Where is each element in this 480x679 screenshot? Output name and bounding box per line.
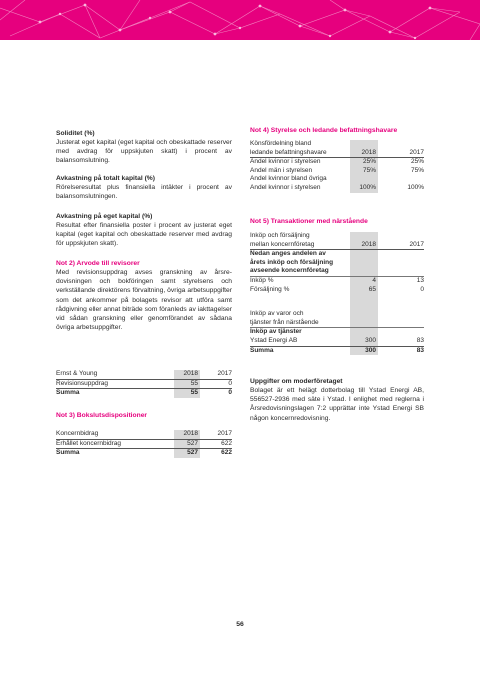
table-cell-2017: 75% (410, 166, 424, 174)
table-cell-2017: 0 (228, 379, 232, 387)
table-subheader-row (250, 267, 424, 276)
table-header-line1: Inköp och försäljning (250, 232, 310, 239)
not5-table-wrap (250, 232, 424, 355)
table-sum-label: Summa (56, 389, 174, 398)
table-row (250, 184, 424, 193)
table-row (56, 379, 232, 389)
not4-table (250, 140, 424, 193)
table-cell-2017: 83 (416, 336, 424, 344)
not2-section (56, 259, 232, 332)
table-sum-2018: 55 (174, 389, 200, 398)
table-header-row (250, 232, 424, 241)
avkastning-eget-heading: Avkastning på eget kapital (%) (56, 213, 153, 220)
not5-heading-wrap (250, 217, 424, 226)
table-cell-2018: 527 (174, 439, 200, 449)
table-row (250, 158, 424, 167)
table-cell-2017 (378, 175, 424, 184)
table-row (56, 439, 232, 449)
table-header-label: Koncernbidrag (56, 430, 174, 439)
moderforetag-heading: Uppgifter om moderföretaget (250, 378, 343, 385)
header-banner (0, 0, 480, 40)
not3-heading: Not 3) Bokslutsdispositioner (56, 412, 148, 419)
table-cell-2018: 100% (350, 184, 378, 193)
not2-heading: Not 2) Arvode till revisorer (56, 260, 140, 267)
table-cell-2018: 25% (350, 158, 378, 167)
table-sum-2017: 0 (200, 389, 232, 398)
table-row (250, 337, 424, 346)
table-cell-label: Andel kvinnor i styrelsen (250, 158, 321, 166)
moderforetag-section (250, 377, 424, 423)
not2-text: Med revisionsuppdrag avses granskning av årsredovisningen och bokföringen samt styrelsens och verkställande direktörens förvaltning, övriga arbetsuppgifter som det ankommer på bolagets revisor att utföra samt rådgivning eller annat biträde som föranleds av iakttagelser vid sådan granskning eller genomförandet av sådana övriga arbetsuppgifter. (56, 269, 232, 332)
table-cell-label: Andel kvinnor i styrelsen (250, 183, 321, 191)
koncernbidrag-table-wrap (56, 430, 232, 458)
table-header-row (250, 140, 424, 149)
table-subheader-line2: årets inköp och försäljning (250, 258, 334, 266)
table-header-2018: 2018 (174, 370, 200, 379)
table-subheader-line3: avseende koncernföretag (250, 267, 350, 276)
table-subheader-row (250, 250, 424, 259)
table-row (250, 175, 424, 184)
avkastning-totalt-text: Rörelseresultat plus finansiella intäkter i procent av balansomslutningen. (56, 184, 232, 201)
table-cell-2017: 13 (416, 276, 424, 284)
table-subheader-row (250, 328, 424, 337)
table-cell-label: Ystad Energi AB (250, 336, 298, 344)
table-sum-label: Summa (56, 449, 174, 458)
table-section-line2: tjänster från närstående (250, 319, 350, 328)
table-section-row (250, 310, 424, 319)
table-sum-2017: 83 (378, 346, 424, 355)
table-sum-row (56, 389, 232, 398)
table-header-label: Ernst & Young (56, 370, 174, 379)
table-sum-row (250, 346, 424, 355)
table-cell-2018: 75% (350, 167, 378, 176)
table-header-2018: 2018 (350, 241, 378, 250)
table-sum-2018: 527 (174, 449, 200, 458)
table-header-2018: 2018 (350, 149, 378, 158)
ernst-young-table-wrap (56, 370, 232, 398)
avkastning-totalt-heading: Avkastning på totalt kapital (%) (56, 175, 155, 182)
table-cell-2018: 65 (350, 286, 378, 295)
not4-table-wrap (250, 140, 424, 193)
not4-heading: Not 4) Styrelse och ledande befattningshavare (250, 127, 398, 134)
ernst-young-table (56, 370, 232, 398)
table-header-2017: 2017 (200, 430, 232, 439)
table-cell-label: Andel kvinnor bland övriga (250, 175, 327, 183)
table-sum-row (56, 449, 232, 458)
avkastning-totalt-section (56, 174, 232, 201)
table-header-2017: 2017 (200, 370, 232, 379)
table-subheader-row (250, 259, 424, 268)
table-cell-2018 (350, 175, 378, 184)
table-cell-label: Inköp % (250, 276, 274, 284)
not3-heading-wrap (56, 411, 232, 420)
table-row (250, 167, 424, 176)
table-cell-2018: 300 (350, 337, 378, 346)
table-sum-label: Summa (250, 346, 350, 355)
network-pattern-graphic (0, 0, 480, 40)
table-header-line2: ledande befattningshavare (250, 149, 350, 158)
table-cell-2017: 622 (221, 439, 232, 447)
table-header-row (250, 241, 424, 250)
table-header-2017: 2017 (378, 149, 424, 158)
not5-table (250, 232, 424, 355)
table-header-line2: mellan koncernföretag (250, 241, 350, 250)
table-cell-label: Revisionsuppdrag (56, 379, 109, 387)
avkastning-eget-section (56, 212, 232, 249)
table-header-row (56, 370, 232, 379)
table-cell-label: Försäljning % (250, 285, 290, 293)
table-header-2017: 2017 (378, 241, 424, 250)
table-header-row (56, 430, 232, 439)
table-sum-2018: 300 (350, 346, 378, 355)
page-number: 56 (236, 621, 244, 628)
not4-heading-wrap (250, 126, 424, 135)
table-section-sub: Inköp av tjänster (250, 328, 302, 336)
table-cell-2017: 25% (410, 158, 424, 166)
soliditet-section (56, 129, 232, 166)
table-cell-label: Andel män i styrelsen (250, 166, 313, 174)
table-section-line1: Inköp av varor och (250, 310, 304, 318)
moderforetag-text: Bolaget är ett helägt dotterbolag till Ystad Energi AB, 556527-2936 med säte i Ystad. I enlighet med reglerna i Årsredovisningslagen 7:2 upprättar inte Ystad Energi SB någon koncernredovisning. (250, 387, 424, 422)
table-header-2018: 2018 (174, 430, 200, 439)
table-row (250, 286, 424, 295)
avkastning-eget-text: Resultat efter finansiella poster i procent av justerat eget kapital (eget kapital och obeskattade reserver med avdrag för uppskjuten skatt). (56, 222, 232, 248)
table-cell-2017: 100% (407, 183, 424, 191)
table-cell-2018: 55 (174, 379, 200, 389)
table-cell-2018: 4 (350, 276, 378, 285)
koncernbidrag-table (56, 430, 232, 458)
table-header-line1: Könsfördelning bland (250, 140, 312, 147)
table-cell-2017: 0 (420, 285, 424, 293)
table-section-row (250, 319, 424, 328)
table-sum-2017: 622 (200, 449, 232, 458)
soliditet-heading: Soliditet (%) (56, 130, 95, 137)
table-subheader-line1: Nedan anges andelen av (250, 250, 326, 258)
soliditet-text: Justerat eget kapital (eget kapital och obeskattade reserver med avdrag för uppskjuten skatt) i procent av balansomslutning. (56, 139, 232, 165)
not5-heading: Not 5) Transaktioner med närstående (250, 218, 368, 225)
table-row (250, 276, 424, 285)
table-cell-label: Erhållet koncernbidrag (56, 439, 122, 447)
table-header-row (250, 149, 424, 158)
